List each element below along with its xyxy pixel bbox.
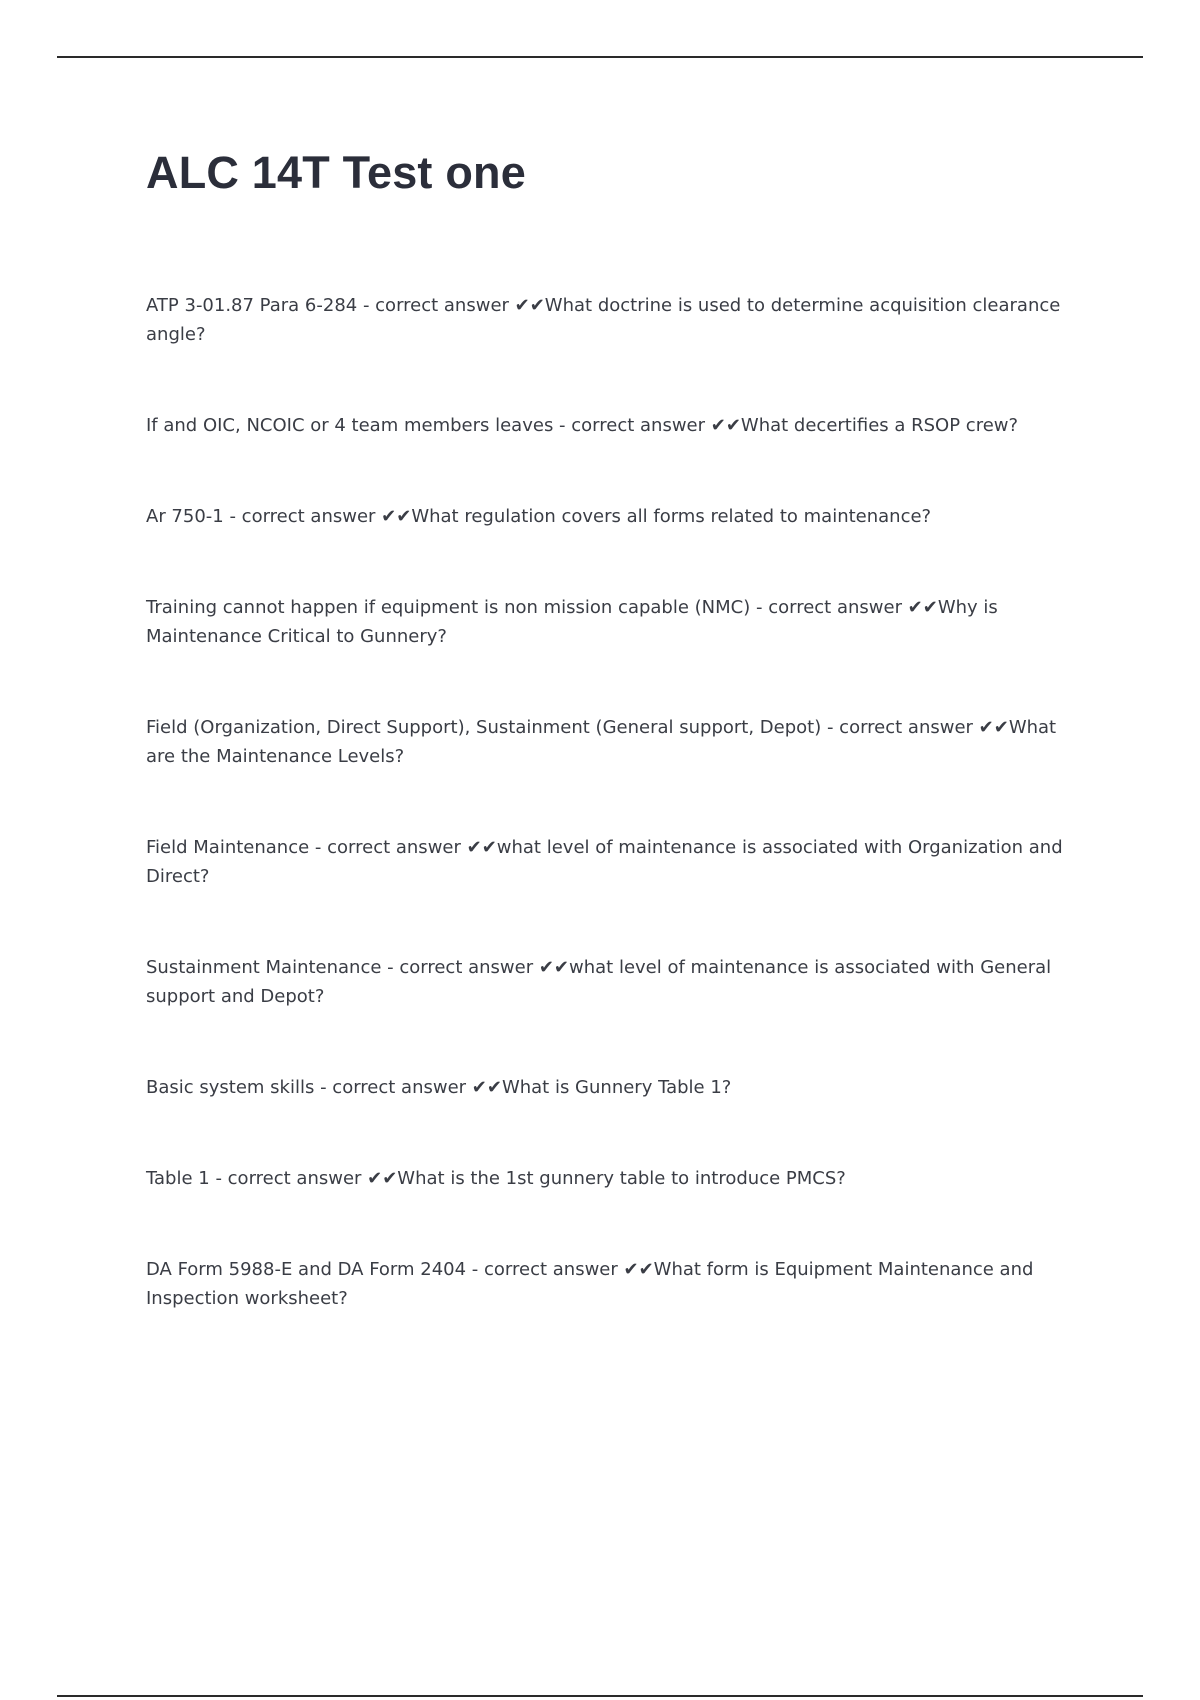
qa-item: DA Form 5988-E and DA Form 2404 - correct answer ✔✔What form is Equipment Maintenance and Inspection worksheet? (146, 1259, 1034, 1309)
qa-item: Training cannot happen if equipment is non mission capable (NMC) - correct answer ✔✔Why is Maintenance Critical to Gunnery? (146, 597, 998, 647)
qa-item: ATP 3-01.87 Para 6-284 - correct answer ✔✔What doctrine is used to determine acquisition clearance angle? (146, 295, 1061, 345)
qa-item: Ar 750-1 - correct answer ✔✔What regulation covers all forms related to maintenance? (146, 506, 932, 527)
document-title: ALC 14T Test one (146, 147, 526, 198)
bottom-divider (57, 1695, 1143, 1697)
qa-item: Field (Organization, Direct Support), Sustainment (General support, Depot) - correct answer ✔✔What are the Maintenance Levels? (146, 717, 1057, 767)
qa-item: If and OIC, NCOIC or 4 team members leaves - correct answer ✔✔What decertifies a RSOP crew? (146, 415, 1019, 436)
qa-item: Field Maintenance - correct answer ✔✔what level of maintenance is associated with Organization and Direct? (146, 837, 1063, 887)
qa-item: Sustainment Maintenance - correct answer ✔✔what level of maintenance is associated with General support and Depot? (146, 957, 1052, 1007)
qa-item: Table 1 - correct answer ✔✔What is the 1st gunnery table to introduce PMCS? (146, 1168, 846, 1189)
top-divider (57, 56, 1143, 58)
qa-list (146, 291, 1076, 1313)
qa-item: Basic system skills - correct answer ✔✔What is Gunnery Table 1? (146, 1077, 732, 1098)
